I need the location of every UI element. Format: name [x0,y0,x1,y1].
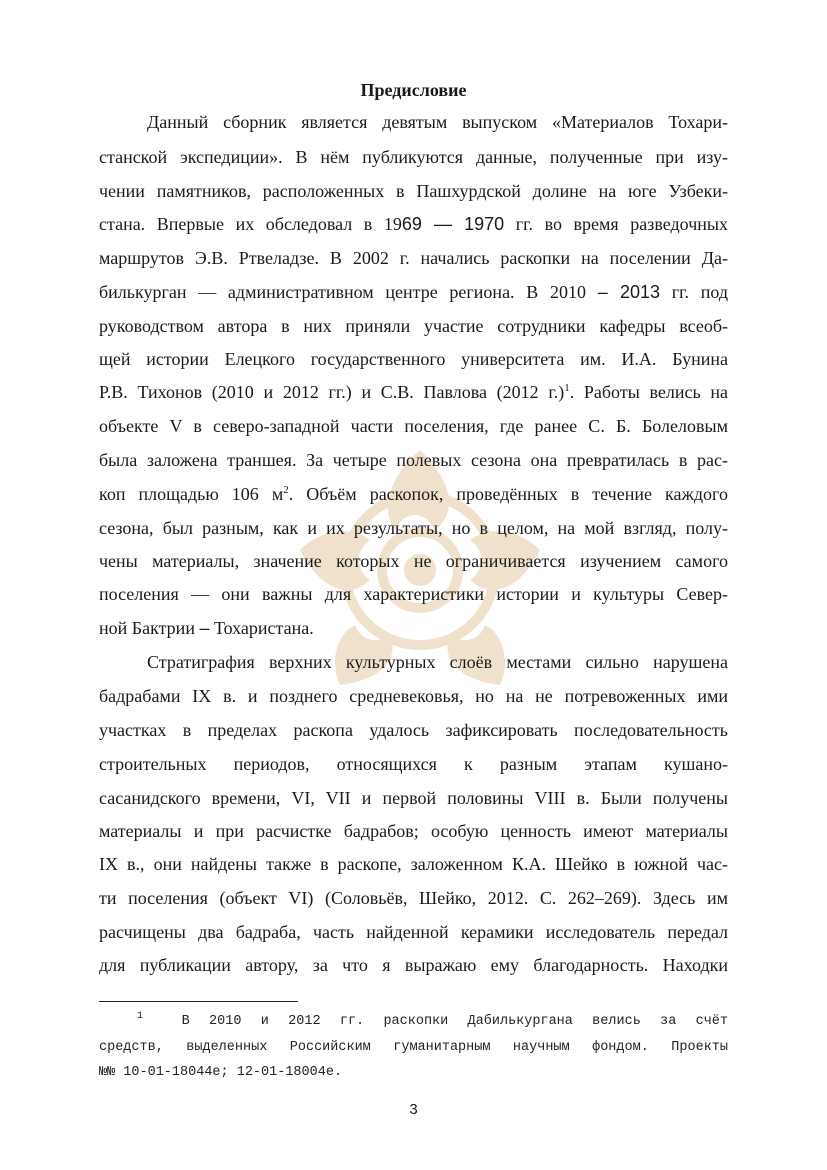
paragraph-line: IX в., они найдены также в раскопе, заложенном К.А. Шейко в южной час- [99,854,728,874]
text-span: коп площадью 106 м [99,484,284,504]
paragraph-line [99,380,728,404]
year-range: 69 — 1970 [401,214,505,234]
paragraph-line: маршрутов Э.В. Ртвеладзе. В 2002 г. начались раскопки на поселении Да- [99,248,728,268]
footnote-line [137,1011,728,1033]
text-span: стана. Впервые их обследовал в 19 [99,214,402,234]
paragraph-line: руководством автора в них приняли участие сотрудники кафедры всеоб- [99,316,728,336]
paragraph-line: Данный сборник является девятым выпуском «Материалов Тохари- [147,112,728,132]
footnote-line: средств, выделенных Российским гуманитарным научным фондом. Проекты [99,1040,728,1055]
paragraph-line: поселения — они важны для характеристики истории и культуры Север- [99,584,728,604]
text-span: ной Бактрии [99,618,200,638]
text-span: гг. во время разведочных [504,214,728,234]
paragraph-line: материалы и при расчистке бадрабов; особую ценность имеют материалы [99,821,728,841]
paragraph-line [99,212,728,236]
paragraph-line: для публикации автору, за что я выражаю ему благодарность. Находки [99,955,728,975]
paragraph-line: станской экспедиции». В нём публикуются данные, полученные при изу- [99,147,728,167]
document-title: Предисловие [360,80,467,100]
paragraph-line: расчищены два бадраба, часть найденной керамики исследователь передал [99,922,728,942]
paragraph-line: сезона, был разным, как и их результаты, но в целом, на мой взгляд, полу- [99,518,728,538]
paragraph-line: чении памятников, расположенных в Пашхурдской долине на юге Узбеки- [99,181,728,201]
paragraph-line: объекте V в северо-западной части поселения, где ранее С. Б. Болеловым [99,416,728,436]
paragraph-line: была заложена траншея. За четыре полевых сезона она превратилась в рас- [99,450,728,470]
paragraph-line: участках в пределах раскопа удалось зафиксировать последовательность [99,720,728,740]
footnote-reference: 1 [564,382,570,394]
paragraph-line: сасанидского времени, VI, VII и первой половины VIII в. Были получены [99,788,728,808]
year-range: – 2013 [597,282,661,302]
paragraph-line [99,280,728,304]
paragraph-line: бадрабами IX в. и позднего средневековья, но на не потревоженных ими [99,686,728,706]
footnote-separator [99,1001,298,1002]
paragraph-line [99,616,728,640]
paragraph-line: чены материалы, значение которых не ограничивается изучением самого [99,551,728,571]
paragraph-line [99,482,728,506]
dash: – [199,618,210,638]
paragraph-line: щей истории Елецкого государственного университета им. И.А. Бунина [99,349,728,369]
text-span: гг. под [660,282,728,302]
text-span: В 2010 и 2012 гг. раскопки Дабилькургана велись за счёт [181,1014,729,1029]
footnote-marker: 1 [137,1011,144,1022]
paragraph-line: ти поселения (объект VI) (Соловьёв, Шейко, 2012. С. 262–269). Здесь им [99,888,728,908]
footnote-line: №№ 10-01-18044е; 12-01-18004е. [99,1065,343,1080]
page-number: 3 [409,1101,418,1118]
text-span: Тохаристана. [209,618,314,638]
text-span: билькурган — административном центре региона. В 2010 [99,282,598,302]
text-span: . Работы велись на [569,382,728,402]
superscript: 2 [283,484,289,496]
paragraph-line: строительных периодов, относящихся к разным этапам кушано- [99,754,728,774]
paragraph-line: Стратиграфия верхних культурных слоёв местами сильно нарушена [147,652,728,672]
text-span: Р.В. Тихонов (2010 и 2012 гг.) и С.В. Павлова (2012 г.) [99,382,565,402]
text-span: . Объём раскопок, проведённых в течение каждого [288,484,728,504]
